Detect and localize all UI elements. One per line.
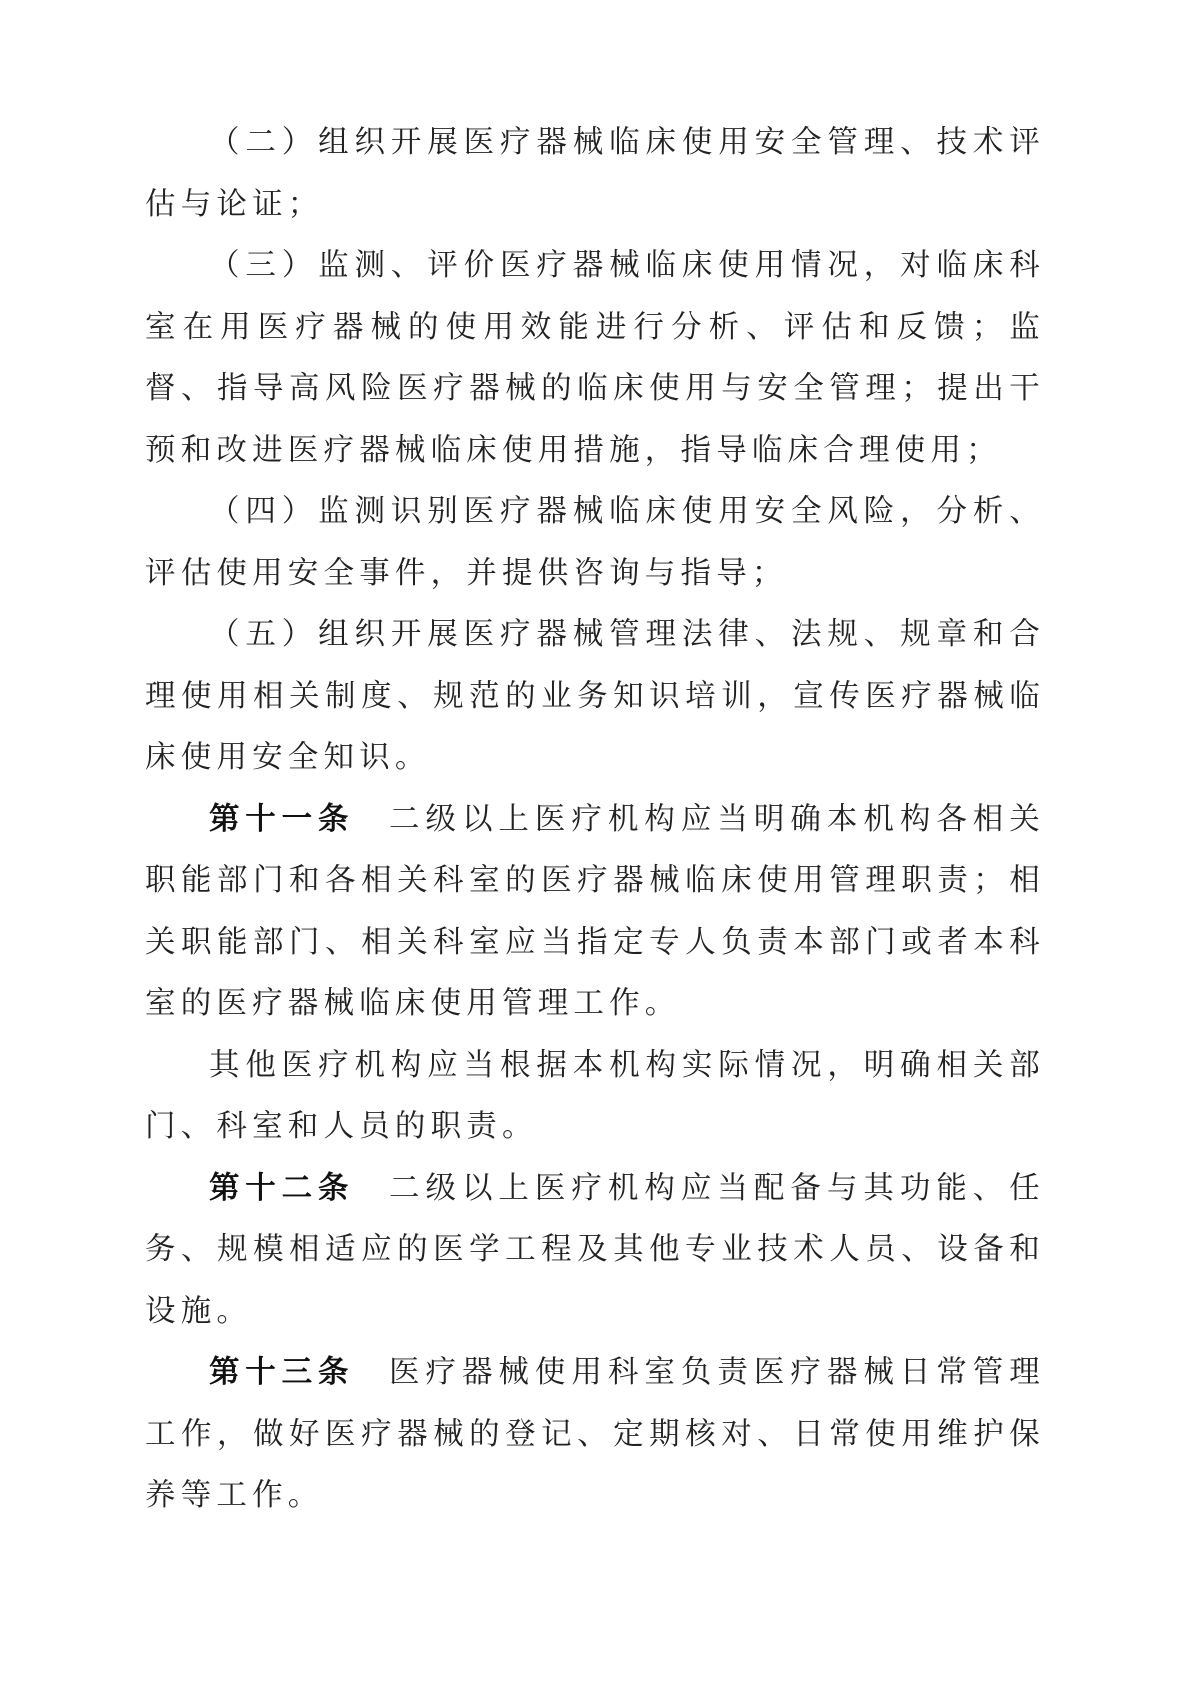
article-11-extra: 其他医疗机构应当根据本机构实际情况，明确相关部门、科室和人员的职责。 (145, 1047, 1045, 1144)
item-two: （二）组织开展医疗器械临床使用安全管理、技术评估与论证； (145, 125, 1045, 222)
item-four: （四）监测识别医疗器械临床使用安全风险，分析、评估使用安全事件，并提供咨询与指导； (145, 494, 1045, 591)
article-12-text: 二级以上医疗机构应当配备与其功能、任务、规模相适应的医学工程及其他专业技术人员、设备和设施。 (145, 1170, 1045, 1329)
document-body (145, 112, 1045, 1527)
article-13 (145, 1342, 1045, 1527)
article-11-title: 第十一条 (209, 801, 355, 837)
item-five: （五）组织开展医疗器械管理法律、法规、规章和合理使用相关制度、规范的业务知识培训，宣传医疗器械临床使用安全知识。 (145, 617, 1045, 775)
article-11-text: 二级以上医疗机构应当明确本机构各相关职能部门和各相关科室的医疗器械临床使用管理职责；相关职能部门、相关科室应当指定专人负责本部门或者本科室的医疗器械临床使用管理工作。 (145, 801, 1045, 1021)
item-three: （三）监测、评价医疗器械临床使用情况，对临床科室在用医疗器械的使用效能进行分析、评估和反馈；监督、指导高风险医疗器械的临床使用与安全管理；提出干预和改进医疗器械临床使用措施，指导临床合理使用； (145, 248, 1045, 468)
article-11 (145, 789, 1045, 1035)
article-13-text: 医疗器械使用科室负责医疗器械日常管理工作，做好医疗器械的登记、定期核对、日常使用维护保养等工作。 (145, 1355, 1045, 1513)
article-13-title: 第十三条 (209, 1355, 355, 1390)
article-12 (145, 1158, 1045, 1343)
article-12-title: 第十二条 (209, 1170, 355, 1206)
